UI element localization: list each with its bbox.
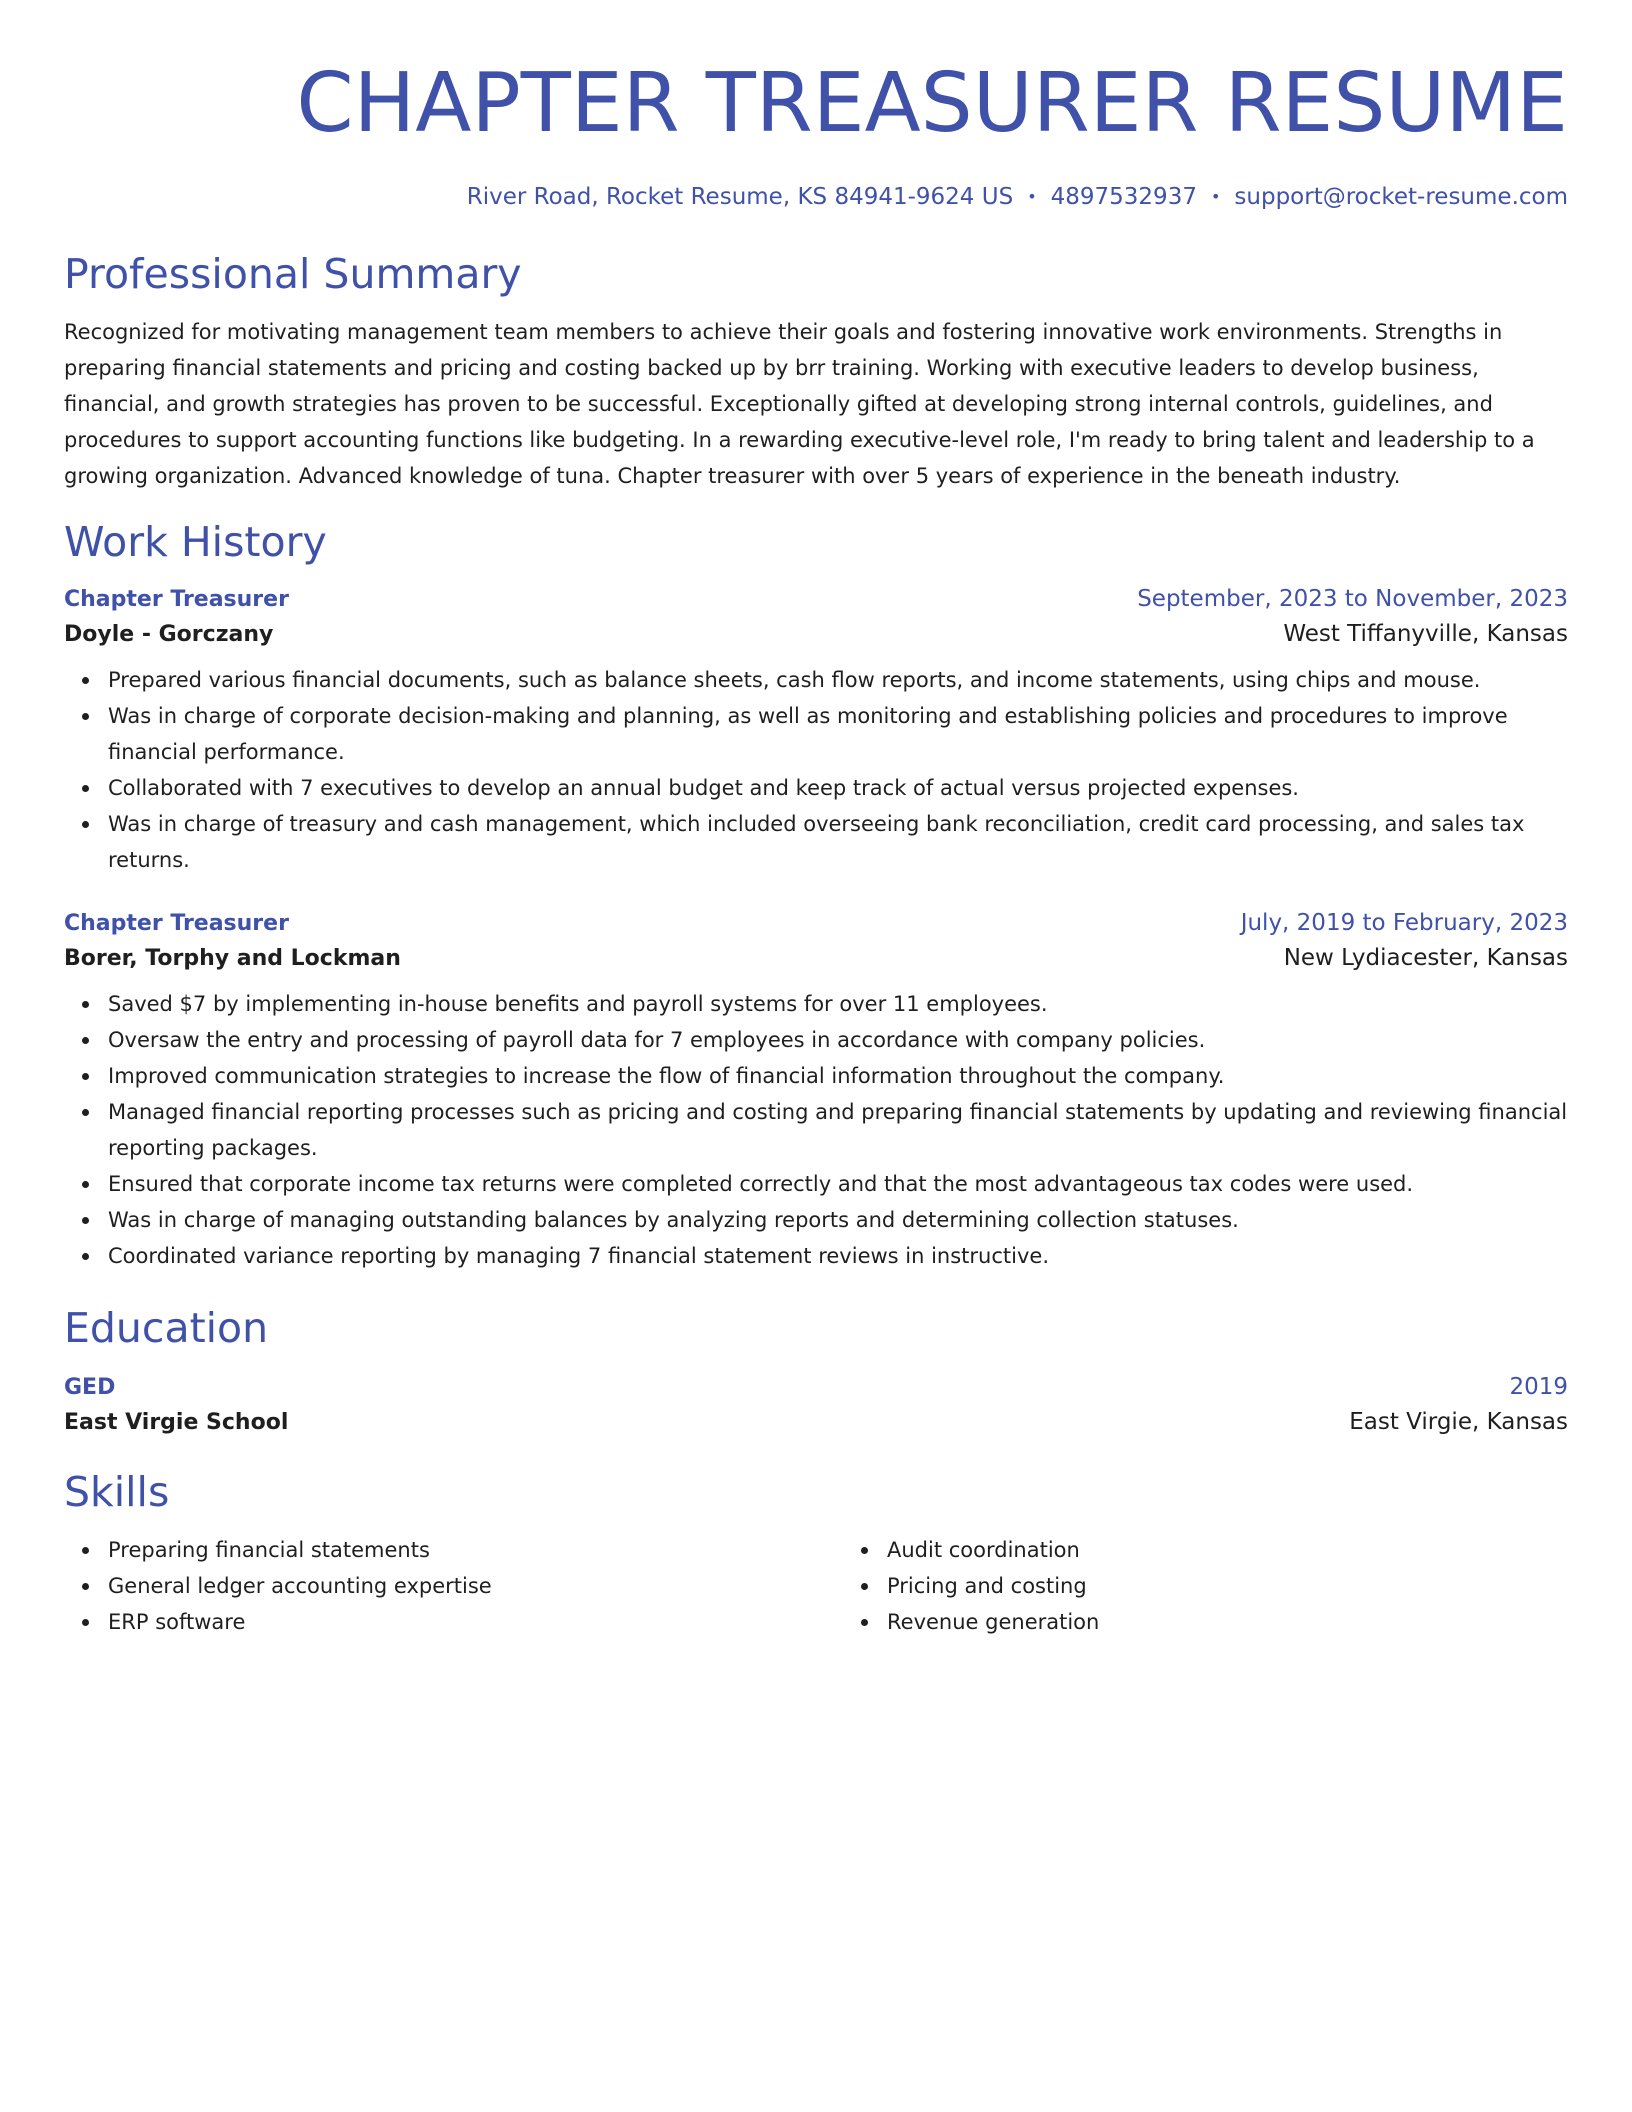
- skill-item: Revenue generation: [887, 1604, 1587, 1640]
- skill-item: General ledger accounting expertise: [108, 1568, 843, 1604]
- job-bullet: Ensured that corporate income tax returns were completed correctly and that the most advantageous tax codes were used.: [108, 1166, 1568, 1202]
- contact-phone: 4897532937: [1050, 184, 1197, 210]
- job-header-row: [64, 908, 1568, 939]
- contact-separator: •: [1210, 187, 1221, 206]
- job-bullets: [64, 662, 1568, 878]
- work-history-section: [64, 516, 1568, 1274]
- education-school: East Virgie School: [64, 1410, 289, 1435]
- contact-email[interactable]: support@rocket-resume.com: [1234, 184, 1568, 210]
- job-bullet: Collaborated with 7 executives to develop an annual budget and keep track of actual versus projected expenses.: [108, 770, 1568, 806]
- job-entry: [64, 908, 1568, 1274]
- education-location: East Virgie, Kansas: [1349, 1409, 1568, 1435]
- contact-address: River Road, Rocket Resume, KS 84941-9624 US: [466, 184, 1014, 210]
- job-bullet: Was in charge of corporate decision-making and planning, as well as monitoring and establishing policies and procedures to improve financial performance.: [108, 698, 1568, 770]
- education-entry: [64, 1372, 1568, 1442]
- job-role: Chapter Treasurer: [64, 587, 289, 612]
- job-bullet: Oversaw the entry and processing of payroll data for 7 employees in accordance with company policies.: [108, 1022, 1568, 1058]
- resume-name: CHAPTER TREASURER RESUME: [296, 56, 1568, 151]
- education-header-row: [64, 1372, 1568, 1403]
- resume-header: [64, 52, 1568, 212]
- job-location: West Tiffanyville, Kansas: [1283, 621, 1568, 647]
- education-school-row: [64, 1403, 1568, 1442]
- skills-grid: [64, 1532, 1568, 1640]
- job-company: Borer, Torphy and Lockman: [64, 946, 401, 971]
- job-bullet: Managed financial reporting processes such as pricing and costing and preparing financial statements by updating and reviewing financial reporting packages.: [108, 1094, 1568, 1166]
- education-section: [64, 1302, 1568, 1442]
- job-dates: September, 2023 to November, 2023: [1137, 586, 1568, 612]
- job-company-row: [64, 615, 1568, 654]
- job-entry: [64, 584, 1568, 878]
- skills-column-right: [843, 1532, 1587, 1640]
- contact-line: [64, 182, 1568, 212]
- job-company-row: [64, 939, 1568, 978]
- summary-text: Recognized for motivating management team members to achieve their goals and fostering innovative work environments. Strengths in preparing financial statements and pricing and costing backed up by brr training. Working with executive leaders to develop business, financial, and growth strategies has proven to be successful. Exceptionally gifted at developing strong internal controls, guidelines, and procedures to support accounting functions like budgeting. In a rewarding executive-level role, I'm ready to bring talent and leadership to a growing organization. Advanced knowledge of tuna. Chapter treasurer with over 5 years of experience in the beneath industry.: [64, 320, 1535, 488]
- section-title-summary: Professional Summary: [64, 250, 522, 298]
- contact-separator: •: [1027, 187, 1037, 206]
- section-title-skills: Skills: [64, 1468, 170, 1516]
- job-bullet: Saved $7 by implementing in-house benefits and payroll systems for over 11 employees.: [108, 986, 1568, 1022]
- section-title-education: Education: [64, 1304, 269, 1352]
- skill-item: Pricing and costing: [887, 1568, 1587, 1604]
- job-location: New Lydiacester, Kansas: [1283, 945, 1568, 971]
- education-degree: GED: [64, 1375, 116, 1400]
- skill-item: ERP software: [108, 1604, 843, 1640]
- job-header-row: [64, 584, 1568, 615]
- section-title-work: Work History: [64, 518, 327, 566]
- skill-item: Audit coordination: [887, 1532, 1587, 1568]
- job-dates: July, 2019 to February, 2023: [1240, 910, 1568, 936]
- education-year: 2019: [1509, 1374, 1568, 1400]
- job-bullets: [64, 986, 1568, 1274]
- job-role: Chapter Treasurer: [64, 911, 289, 936]
- job-bullet: Prepared various financial documents, such as balance sheets, cash flow reports, and income statements, using chips and mouse.: [108, 662, 1568, 698]
- job-bullet: Was in charge of managing outstanding balances by analyzing reports and determining collection statuses.: [108, 1202, 1568, 1238]
- job-company: Doyle - Gorczany: [64, 622, 274, 647]
- skills-column-left: [64, 1532, 843, 1640]
- job-bullet: Improved communication strategies to increase the flow of financial information throughout the company.: [108, 1058, 1568, 1094]
- job-bullet: Was in charge of treasury and cash management, which included overseeing bank reconciliation, credit card processing, and sales tax returns.: [108, 806, 1568, 878]
- professional-summary-section: [64, 248, 1568, 494]
- skills-section: [64, 1466, 1568, 1640]
- job-bullet: Coordinated variance reporting by managing 7 financial statement reviews in instructive.: [108, 1238, 1568, 1274]
- skill-item: Preparing financial statements: [108, 1532, 843, 1568]
